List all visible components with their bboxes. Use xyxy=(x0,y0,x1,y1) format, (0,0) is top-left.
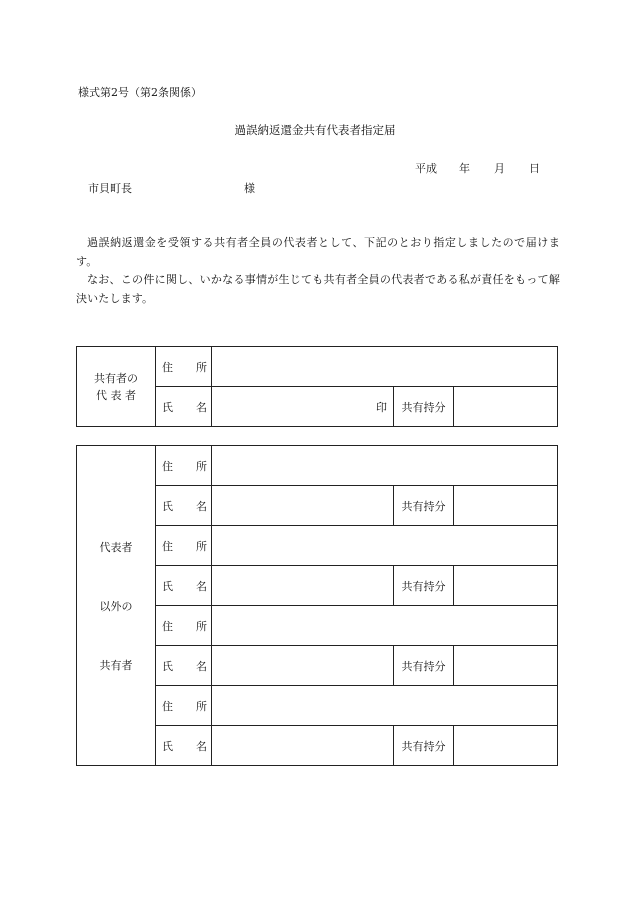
representative-address-row xyxy=(77,347,558,387)
body-paragraph-2: なお、この件に関し、いかなる事情が生じても共有者全員の代表者である私が責任をもって解決いたします。 xyxy=(76,273,560,305)
addressee xyxy=(88,180,255,196)
coowner-1-address-field[interactable] xyxy=(212,446,558,486)
name-label-b: 名 xyxy=(196,579,207,593)
addressee-name: 市貝町長 xyxy=(88,182,132,195)
date-year: 年 xyxy=(459,162,470,175)
name-label-b: 名 xyxy=(196,739,207,753)
representative-name-field[interactable] xyxy=(212,387,394,427)
seal-mark: 印 xyxy=(376,400,387,414)
address-label-a: 住 xyxy=(162,619,173,633)
coowner-2-share-field[interactable] xyxy=(454,566,558,606)
coowner-3-name-field[interactable] xyxy=(212,646,394,686)
document-title: 過誤納返還金共有代表者指定届 xyxy=(234,123,396,137)
others-label-line3: 共有者 xyxy=(99,658,133,672)
address-label-a: 住 xyxy=(162,360,173,374)
coowner-2-name-field[interactable] xyxy=(212,566,394,606)
name-label xyxy=(156,726,212,766)
representative-table xyxy=(76,346,558,427)
coowner-3-share-field[interactable] xyxy=(454,646,558,686)
address-label-b: 所 xyxy=(196,699,207,713)
address-label-b: 所 xyxy=(196,539,207,553)
coowner-4-name-field[interactable] xyxy=(212,726,394,766)
name-label-a: 氏 xyxy=(162,499,173,513)
share-label: 共有持分 xyxy=(394,566,454,606)
name-label-b: 名 xyxy=(196,499,207,513)
name-label-b: 名 xyxy=(196,659,207,673)
address-label-b: 所 xyxy=(196,459,207,473)
name-label-a: 氏 xyxy=(162,659,173,673)
name-label xyxy=(156,566,212,606)
coowner-1-address-row xyxy=(77,446,558,486)
representative-group-label xyxy=(77,347,156,427)
coowner-1-name-field[interactable] xyxy=(212,486,394,526)
coowner-3-address-field[interactable] xyxy=(212,606,558,646)
representative-label-line2: 代 表 者 xyxy=(96,388,136,402)
share-label: 共有持分 xyxy=(394,486,454,526)
address-label xyxy=(156,446,212,486)
others-label-line2: 以外の xyxy=(99,599,133,613)
address-label-b: 所 xyxy=(196,619,207,633)
share-label: 共有持分 xyxy=(394,387,454,427)
share-label: 共有持分 xyxy=(394,726,454,766)
address-label xyxy=(156,526,212,566)
name-label xyxy=(156,646,212,686)
name-label-a: 氏 xyxy=(162,579,173,593)
other-coowners-table xyxy=(76,445,558,766)
addressee-honorific: 様 xyxy=(244,182,255,195)
name-label-a: 氏 xyxy=(162,739,173,753)
coowner-2-address-field[interactable] xyxy=(212,526,558,566)
name-label-a: 氏 xyxy=(162,400,173,414)
body-paragraph-1: 過誤納返還金を受領する共有者全員の代表者として、下記のとおり指定しましたので届けます。 xyxy=(76,236,560,268)
coowner-4-share-field[interactable] xyxy=(454,726,558,766)
address-label-a: 住 xyxy=(162,459,173,473)
name-label-b: 名 xyxy=(196,400,207,414)
date-day: 日 xyxy=(529,162,540,175)
name-label xyxy=(156,486,212,526)
address-label xyxy=(156,686,212,726)
body-text xyxy=(76,234,560,308)
address-label-a: 住 xyxy=(162,699,173,713)
address-label-b: 所 xyxy=(196,360,207,374)
others-label-line1: 代表者 xyxy=(99,540,133,554)
coowner-1-share-field[interactable] xyxy=(454,486,558,526)
other-coowners-group-label xyxy=(77,446,156,766)
address-label xyxy=(156,347,212,387)
date-line xyxy=(415,160,540,176)
representative-label-line1: 共有者の xyxy=(94,371,138,385)
name-label xyxy=(156,387,212,427)
share-label: 共有持分 xyxy=(394,646,454,686)
date-month: 月 xyxy=(494,162,505,175)
coowner-4-address-field[interactable] xyxy=(212,686,558,726)
representative-address-field[interactable] xyxy=(212,347,558,387)
address-label xyxy=(156,606,212,646)
address-label-a: 住 xyxy=(162,539,173,553)
representative-share-field[interactable] xyxy=(454,387,558,427)
date-era: 平成 xyxy=(415,162,437,175)
form-number: 様式第2号（第2条関係） xyxy=(78,86,202,99)
